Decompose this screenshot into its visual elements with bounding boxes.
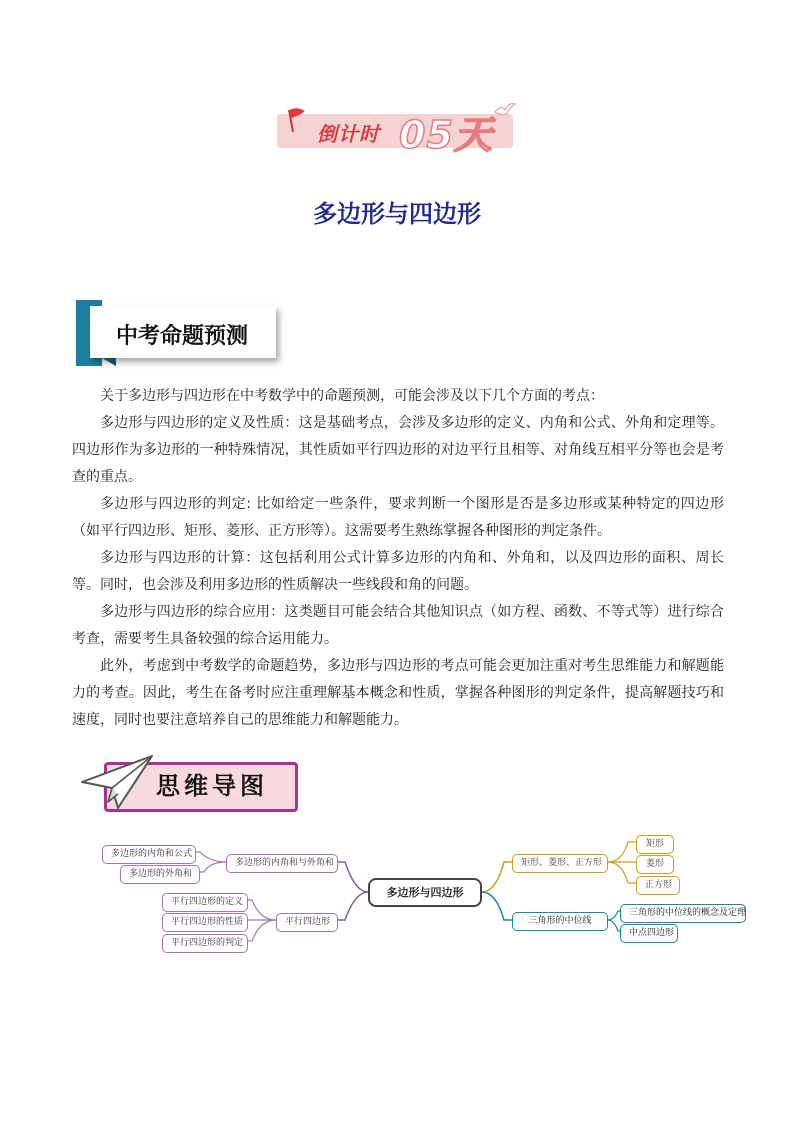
- paragraph: 多边形与四边形的判定: 比如给定一些条件，要求判断一个图形是否是多边形或某种特定的四边形（如平行四边形、矩形、菱形、正方形等）。这需要考生熟练掌握各种图形的判定条件。: [72, 496, 724, 539]
- mindmap-leaf: 平行四边形的判定: [162, 934, 248, 953]
- mindmap-leaf: 平行四边形的定义: [162, 893, 248, 912]
- paragraph: 此外，考虑到中考数学的命题趋势，多边形与四边形的考点可能会更加注重对考生思维能力和解题能力的考查。因此，考生在备考时应注重理解基本概念和性质，掌握各种图形的判定条件，提高解题技巧和速度，同时也要注意培养自己的思维能力和解题能力。: [72, 658, 724, 728]
- flag-icon: [283, 104, 311, 134]
- mindmap-node-special-quads: 矩形、菱形、正方形: [512, 854, 608, 873]
- paragraph: 多边形与四边形的定义及性质：这是基础考点，会涉及多边形的定义、内角和公式、外角和定理等。四边形作为多边形的一种特殊情况，其性质如平行四边形的对边平行且相等、对角线互相平分等也会是考查的重点。: [72, 415, 724, 485]
- paragraph: 关于多边形与四边形在中考数学中的命题预测，可能会涉及以下几个方面的考点：: [100, 388, 604, 404]
- mindmap-leaf: 多边形的内角和公式: [102, 845, 196, 864]
- section-heading: 思维导图: [156, 771, 268, 800]
- section-header-mindmap: [78, 752, 298, 814]
- header-fold: [102, 358, 116, 366]
- mindmap-node-angle-sum: 多边形的内角和与外角和: [226, 854, 338, 873]
- mindmap-leaf: 菱形: [636, 855, 674, 874]
- section-header-prediction: [76, 300, 282, 368]
- mindmap-leaf: 多边形的外角和: [120, 865, 200, 884]
- prediction-text: [72, 383, 724, 734]
- mindmap-center-node: 多边形与四边形: [368, 878, 482, 907]
- paper-plane-icon: [78, 752, 158, 814]
- mind-map: [0, 820, 794, 970]
- mindmap-node-midline: 三角形的中位线: [512, 912, 608, 931]
- section-heading: 中考命题预测: [116, 324, 249, 349]
- bird-icon: [493, 100, 517, 122]
- mindmap-leaf: 正方形: [636, 876, 680, 895]
- mindmap-leaf: 三角形的中位线的概念及定理: [620, 904, 746, 923]
- page-title: 多边形与四边形: [313, 199, 481, 228]
- countdown-label: 倒计时: [317, 122, 380, 146]
- paragraph: 多边形与四边形的计算：这包括利用公式计算多边形的内角和、外角和，以及四边形的面积、周长等。同时，也会涉及利用多边形的性质解决一些线段和角的问题。: [72, 550, 724, 593]
- mindmap-node-parallelogram: 平行四边形: [276, 913, 338, 932]
- countdown-banner: [277, 100, 517, 157]
- countdown-days: 05天: [399, 113, 493, 157]
- mindmap-leaf: 平行四边形的性质: [162, 913, 248, 932]
- mindmap-leaf: 中点四边形: [620, 924, 678, 943]
- mindmap-leaf: 矩形: [636, 835, 674, 854]
- paragraph: 多边形与四边形的综合应用：这类题目可能会结合其他知识点（如方程、函数、不等式等）进行综合考查，需要考生具备较强的综合运用能力。: [72, 604, 724, 647]
